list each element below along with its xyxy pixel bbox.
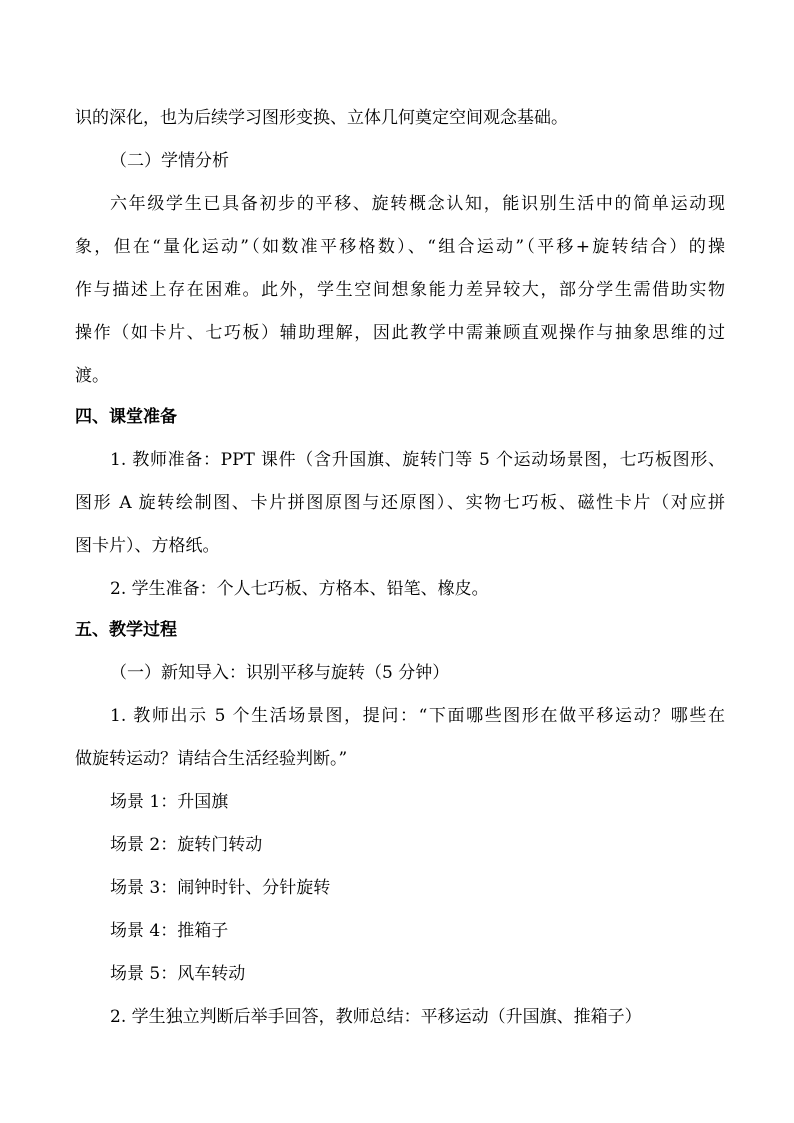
- list-item-line: 图形 A 旋转绘制图、卡片拼图原图与还原图）、实物七巧板、磁性卡片（对应拼: [75, 493, 725, 513]
- intro-text-line: 识的深化，也为后续学习图形变换、立体几何奠定空间观念基础。: [75, 108, 568, 128]
- scene-item: 场景 2：旋转门转动: [110, 835, 263, 855]
- list-item-line: 1. 教师准备：PPT 课件（含升国旗、旋转门等 5 个运动场景图，七巧板图形、: [110, 450, 725, 470]
- section-heading-preparation: 四、课堂准备: [75, 407, 177, 427]
- list-item: 2. 学生独立判断后举手回答，教师总结：平移运动（升国旗、推箱子）: [110, 1007, 642, 1027]
- paragraph-line: 作与描述上存在困难。此外，学生空间想象能力差异较大，部分学生需借助实物: [75, 280, 725, 300]
- paragraph-line: 六年级学生已具备初步的平移、旋转概念认知，能识别生活中的简单运动现: [110, 194, 725, 214]
- list-item-line: 做旋转运动？请结合生活经验判断。”: [75, 749, 348, 769]
- paragraph-line: 象，但在“量化运动”（如数准平移格数）、“组合运动”（平移+旋转结合）的操: [75, 237, 725, 257]
- list-item-line: 图卡片）、方格纸。: [75, 536, 220, 556]
- paragraph-line: 渡。: [75, 366, 109, 386]
- paragraph-line: 操作（如卡片、七巧板）辅助理解，因此教学中需兼顾直观操作与抽象思维的过: [75, 323, 725, 343]
- section-heading-teaching-process: 五、教学过程: [75, 620, 177, 640]
- subsection-heading-intro: （一）新知导入：识别平移与旋转（5 分钟）: [110, 663, 450, 683]
- list-item: 2. 学生准备：个人七巧板、方格本、铅笔、橡皮。: [110, 579, 489, 599]
- scene-item: 场景 1：升国旗: [110, 792, 229, 812]
- list-item-line: 1. 教师出示 5 个生活场景图，提问：“下面哪些图形在做平移运动？哪些在: [110, 706, 725, 726]
- section-heading-learner-analysis: （二）学情分析: [110, 151, 229, 171]
- scene-item: 场景 4：推箱子: [110, 921, 229, 941]
- scene-item: 场景 5：风车转动: [110, 964, 246, 984]
- scene-item: 场景 3：闹钟时针、分针旋转: [110, 878, 331, 898]
